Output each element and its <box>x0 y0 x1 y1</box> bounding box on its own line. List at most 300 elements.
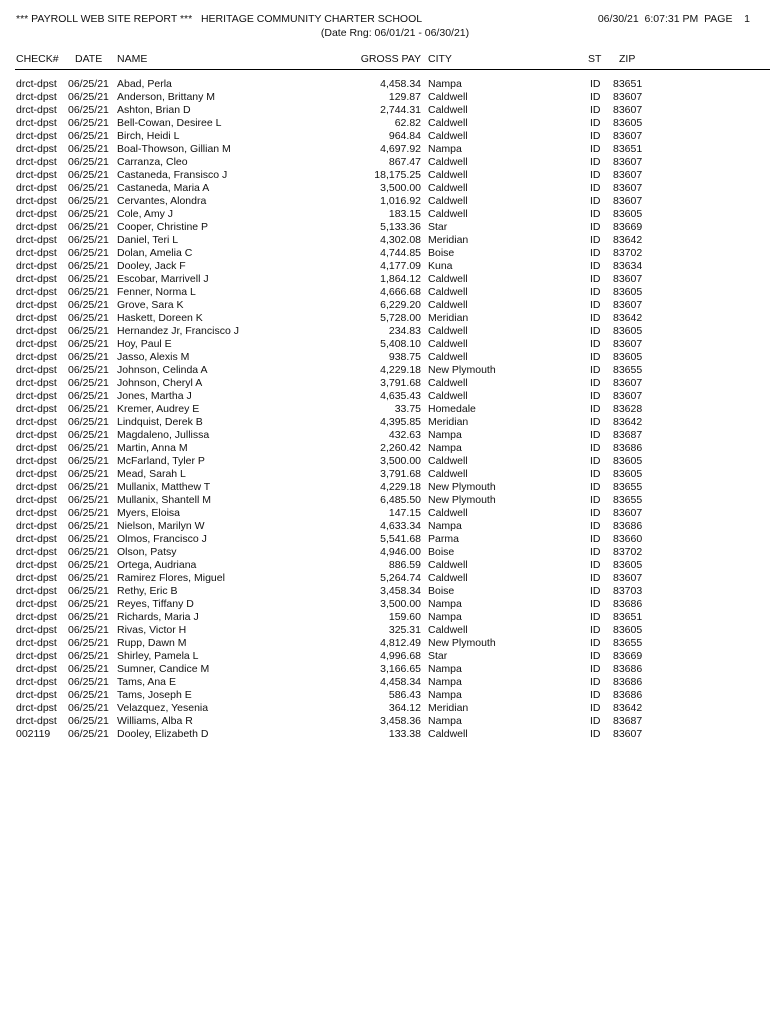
gross-pay-cell: 62.82 <box>394 117 421 129</box>
check-cell: drct-dpst <box>16 247 57 259</box>
state-cell: ID <box>590 559 601 571</box>
state-cell: ID <box>590 91 601 103</box>
gross-pay-cell: 4,229.18 <box>380 364 421 376</box>
state-cell: ID <box>590 416 601 428</box>
name-cell: Hernandez Jr, Francisco J <box>117 325 239 337</box>
date-cell: 06/25/21 <box>68 468 109 480</box>
table-row <box>0 585 770 598</box>
date-cell: 06/25/21 <box>68 533 109 545</box>
gross-pay-cell: 5,408.10 <box>380 338 421 350</box>
zip-cell: 83607 <box>613 338 643 350</box>
table-row <box>0 442 770 455</box>
city-cell: Meridian <box>428 416 469 428</box>
name-cell: Olson, Patsy <box>117 546 177 558</box>
check-cell: drct-dpst <box>16 299 57 311</box>
table-row <box>0 117 770 130</box>
gross-pay-cell: 159.60 <box>388 611 421 623</box>
table-row <box>0 663 770 676</box>
city-cell: Nampa <box>428 143 462 155</box>
state-cell: ID <box>590 104 601 116</box>
city-cell: Star <box>428 650 448 662</box>
name-cell: Fenner, Norma L <box>117 286 196 298</box>
check-cell: drct-dpst <box>16 702 57 714</box>
table-row <box>0 598 770 611</box>
column-header-gross-pay: GROSS PAY <box>360 53 421 65</box>
city-cell: Caldwell <box>428 351 468 363</box>
check-cell: drct-dpst <box>16 208 57 220</box>
check-cell: drct-dpst <box>16 442 57 454</box>
print-timestamp-page: 06/30/21 6:07:31 PM PAGE 1 <box>597 13 750 25</box>
table-row <box>0 637 770 650</box>
table-row <box>0 468 770 481</box>
state-cell: ID <box>590 715 601 727</box>
date-cell: 06/25/21 <box>68 572 109 584</box>
gross-pay-cell: 2,260.42 <box>380 442 421 454</box>
table-row <box>0 312 770 325</box>
state-cell: ID <box>590 403 601 415</box>
gross-pay-cell: 234.83 <box>388 325 421 337</box>
gross-pay-cell: 3,500.00 <box>380 455 421 467</box>
date-cell: 06/25/21 <box>68 130 109 142</box>
date-cell: 06/25/21 <box>68 494 109 506</box>
zip-cell: 83607 <box>613 273 643 285</box>
date-cell: 06/25/21 <box>68 689 109 701</box>
gross-pay-cell: 3,166.65 <box>380 663 421 675</box>
table-row <box>0 299 770 312</box>
zip-cell: 83702 <box>613 546 643 558</box>
gross-pay-cell: 867.47 <box>388 156 421 168</box>
zip-cell: 83605 <box>613 208 643 220</box>
city-cell: Caldwell <box>428 559 468 571</box>
state-cell: ID <box>590 611 601 623</box>
table-row <box>0 702 770 715</box>
table-row <box>0 221 770 234</box>
gross-pay-cell: 5,728.00 <box>380 312 421 324</box>
city-cell: Kuna <box>428 260 453 272</box>
table-row <box>0 234 770 247</box>
date-cell: 06/25/21 <box>68 104 109 116</box>
state-cell: ID <box>590 689 601 701</box>
gross-pay-cell: 2,744.31 <box>380 104 421 116</box>
city-cell: Boise <box>428 546 455 558</box>
check-cell: drct-dpst <box>16 156 57 168</box>
gross-pay-cell: 4,177.09 <box>380 260 421 272</box>
zip-cell: 83605 <box>613 559 643 571</box>
zip-cell: 83655 <box>613 481 643 493</box>
name-cell: Sumner, Candice M <box>117 663 210 675</box>
state-cell: ID <box>590 650 601 662</box>
name-cell: Richards, Maria J <box>117 611 199 623</box>
name-cell: Castaneda, Fransisco J <box>117 169 228 181</box>
date-cell: 06/25/21 <box>68 455 109 467</box>
name-cell: Velazquez, Yesenia <box>117 702 209 714</box>
gross-pay-cell: 4,395.85 <box>380 416 421 428</box>
zip-cell: 83642 <box>613 312 643 324</box>
gross-pay-cell: 3,500.00 <box>380 598 421 610</box>
gross-pay-cell: 4,697.92 <box>380 143 421 155</box>
check-cell: drct-dpst <box>16 611 57 623</box>
city-cell: Caldwell <box>428 182 468 194</box>
zip-cell: 83634 <box>613 260 643 272</box>
table-row <box>0 689 770 702</box>
zip-cell: 83703 <box>613 585 643 597</box>
header-divider <box>15 69 770 70</box>
gross-pay-cell: 4,458.34 <box>380 676 421 688</box>
state-cell: ID <box>590 494 601 506</box>
zip-cell: 83687 <box>613 429 643 441</box>
check-cell: drct-dpst <box>16 377 57 389</box>
table-row <box>0 572 770 585</box>
state-cell: ID <box>590 624 601 636</box>
date-cell: 06/25/21 <box>68 481 109 493</box>
table-row <box>0 624 770 637</box>
gross-pay-cell: 6,485.50 <box>380 494 421 506</box>
name-cell: Olmos, Francisco J <box>117 533 207 545</box>
table-row <box>0 377 770 390</box>
state-cell: ID <box>590 195 601 207</box>
state-cell: ID <box>590 676 601 688</box>
date-cell: 06/25/21 <box>68 676 109 688</box>
date-cell: 06/25/21 <box>68 611 109 623</box>
zip-cell: 83642 <box>613 416 643 428</box>
check-cell: drct-dpst <box>16 715 57 727</box>
city-cell: Nampa <box>428 611 462 623</box>
gross-pay-cell: 1,016.92 <box>380 195 421 207</box>
state-cell: ID <box>590 299 601 311</box>
date-cell: 06/25/21 <box>68 364 109 376</box>
city-cell: Caldwell <box>428 390 468 402</box>
check-cell: drct-dpst <box>16 455 57 467</box>
table-row <box>0 104 770 117</box>
name-cell: Grove, Sara K <box>117 299 184 311</box>
date-cell: 06/25/21 <box>68 208 109 220</box>
zip-cell: 83607 <box>613 91 643 103</box>
name-cell: Carranza, Cleo <box>117 156 188 168</box>
date-cell: 06/25/21 <box>68 299 109 311</box>
state-cell: ID <box>590 728 601 740</box>
name-cell: Mead, Sarah L <box>117 468 186 480</box>
zip-cell: 83686 <box>613 676 643 688</box>
date-cell: 06/25/21 <box>68 78 109 90</box>
date-cell: 06/25/21 <box>68 338 109 350</box>
check-cell: drct-dpst <box>16 364 57 376</box>
state-cell: ID <box>590 390 601 402</box>
check-cell: drct-dpst <box>16 689 57 701</box>
zip-cell: 83651 <box>613 78 643 90</box>
gross-pay-cell: 5,133.36 <box>380 221 421 233</box>
name-cell: Tams, Joseph E <box>117 689 192 701</box>
table-row <box>0 260 770 273</box>
gross-pay-cell: 964.84 <box>388 130 421 142</box>
check-cell: drct-dpst <box>16 286 57 298</box>
state-cell: ID <box>590 221 601 233</box>
city-cell: Caldwell <box>428 156 468 168</box>
check-cell: drct-dpst <box>16 403 57 415</box>
zip-cell: 83660 <box>613 533 643 545</box>
state-cell: ID <box>590 169 601 181</box>
table-row <box>0 247 770 260</box>
state-cell: ID <box>590 481 601 493</box>
city-cell: Nampa <box>428 442 462 454</box>
date-cell: 06/25/21 <box>68 598 109 610</box>
name-cell: Mullanix, Matthew T <box>117 481 211 493</box>
name-cell: Dooley, Jack F <box>117 260 186 272</box>
city-cell: New Plymouth <box>428 494 496 506</box>
city-cell: Caldwell <box>428 286 468 298</box>
zip-cell: 83607 <box>613 728 643 740</box>
city-cell: Caldwell <box>428 455 468 467</box>
state-cell: ID <box>590 78 601 90</box>
date-cell: 06/25/21 <box>68 728 109 740</box>
name-cell: Anderson, Brittany M <box>117 91 216 103</box>
name-cell: Jasso, Alexis M <box>117 351 190 363</box>
name-cell: Magdaleno, Jullissa <box>117 429 210 441</box>
city-cell: Meridian <box>428 234 469 246</box>
name-cell: Rupp, Dawn M <box>117 637 187 649</box>
zip-cell: 83655 <box>613 364 643 376</box>
column-header-state: ST <box>588 53 602 65</box>
state-cell: ID <box>590 663 601 675</box>
table-row <box>0 728 770 741</box>
city-cell: Nampa <box>428 663 462 675</box>
zip-cell: 83686 <box>613 689 643 701</box>
city-cell: Star <box>428 221 448 233</box>
date-cell: 06/25/21 <box>68 429 109 441</box>
name-cell: McFarland, Tyler P <box>117 455 205 467</box>
gross-pay-cell: 4,744.85 <box>380 247 421 259</box>
gross-pay-cell: 5,264.74 <box>380 572 421 584</box>
table-row <box>0 507 770 520</box>
date-cell: 06/25/21 <box>68 182 109 194</box>
table-row <box>0 182 770 195</box>
name-cell: Lindquist, Derek B <box>117 416 203 428</box>
city-cell: Nampa <box>428 598 462 610</box>
zip-cell: 83642 <box>613 234 643 246</box>
date-cell: 06/25/21 <box>68 286 109 298</box>
state-cell: ID <box>590 312 601 324</box>
gross-pay-cell: 3,791.68 <box>380 377 421 389</box>
gross-pay-cell: 18,175.25 <box>374 169 421 181</box>
state-cell: ID <box>590 364 601 376</box>
gross-pay-cell: 4,996.68 <box>380 650 421 662</box>
date-cell: 06/25/21 <box>68 195 109 207</box>
name-cell: Cervantes, Alondra <box>117 195 207 207</box>
state-cell: ID <box>590 377 601 389</box>
gross-pay-cell: 4,302.08 <box>380 234 421 246</box>
state-cell: ID <box>590 208 601 220</box>
state-cell: ID <box>590 234 601 246</box>
name-cell: Myers, Eloisa <box>117 507 181 519</box>
zip-cell: 83607 <box>613 195 643 207</box>
city-cell: Meridian <box>428 702 469 714</box>
state-cell: ID <box>590 546 601 558</box>
name-cell: Cooper, Christine P <box>117 221 209 233</box>
date-cell: 06/25/21 <box>68 624 109 636</box>
table-row <box>0 273 770 286</box>
state-cell: ID <box>590 429 601 441</box>
city-cell: Homedale <box>428 403 476 415</box>
gross-pay-cell: 886.59 <box>388 559 421 571</box>
city-cell: Caldwell <box>428 377 468 389</box>
name-cell: Johnson, Cheryl A <box>117 377 203 389</box>
city-cell: Caldwell <box>428 130 468 142</box>
state-cell: ID <box>590 351 601 363</box>
gross-pay-cell: 586.43 <box>388 689 421 701</box>
zip-cell: 83607 <box>613 507 643 519</box>
state-cell: ID <box>590 143 601 155</box>
name-cell: Nielson, Marilyn W <box>117 520 205 532</box>
date-cell: 06/25/21 <box>68 637 109 649</box>
city-cell: Nampa <box>428 676 462 688</box>
gross-pay-cell: 364.12 <box>388 702 421 714</box>
date-cell: 06/25/21 <box>68 143 109 155</box>
check-cell: drct-dpst <box>16 559 57 571</box>
name-cell: Johnson, Celinda A <box>117 364 208 376</box>
check-cell: drct-dpst <box>16 91 57 103</box>
name-cell: Dooley, Elizabeth D <box>117 728 209 740</box>
date-cell: 06/25/21 <box>68 585 109 597</box>
zip-cell: 83605 <box>613 624 643 636</box>
table-row <box>0 429 770 442</box>
table-row <box>0 676 770 689</box>
check-cell: drct-dpst <box>16 169 57 181</box>
payroll-table-body <box>0 78 770 741</box>
city-cell: Caldwell <box>428 91 468 103</box>
check-cell: drct-dpst <box>16 182 57 194</box>
city-cell: Parma <box>428 533 459 545</box>
check-cell: drct-dpst <box>16 416 57 428</box>
zip-cell: 83607 <box>613 377 643 389</box>
zip-cell: 83628 <box>613 403 643 415</box>
date-cell: 06/25/21 <box>68 416 109 428</box>
name-cell: Tams, Ana E <box>117 676 176 688</box>
state-cell: ID <box>590 286 601 298</box>
city-cell: Caldwell <box>428 507 468 519</box>
state-cell: ID <box>590 117 601 129</box>
city-cell: Caldwell <box>428 169 468 181</box>
table-row <box>0 403 770 416</box>
gross-pay-cell: 4,635.43 <box>380 390 421 402</box>
state-cell: ID <box>590 533 601 545</box>
check-cell: drct-dpst <box>16 520 57 532</box>
zip-cell: 83686 <box>613 663 643 675</box>
zip-cell: 83605 <box>613 117 643 129</box>
state-cell: ID <box>590 442 601 454</box>
check-cell: drct-dpst <box>16 494 57 506</box>
city-cell: Caldwell <box>428 325 468 337</box>
gross-pay-cell: 5,541.68 <box>380 533 421 545</box>
date-cell: 06/25/21 <box>68 546 109 558</box>
name-cell: Castaneda, Maria A <box>117 182 210 194</box>
city-cell: New Plymouth <box>428 364 496 376</box>
zip-cell: 83607 <box>613 390 643 402</box>
city-cell: Caldwell <box>428 208 468 220</box>
zip-cell: 83702 <box>613 247 643 259</box>
state-cell: ID <box>590 520 601 532</box>
table-row <box>0 390 770 403</box>
date-cell: 06/25/21 <box>68 312 109 324</box>
state-cell: ID <box>590 325 601 337</box>
city-cell: Caldwell <box>428 195 468 207</box>
name-cell: Mullanix, Shantell M <box>117 494 211 506</box>
date-cell: 06/25/21 <box>68 520 109 532</box>
table-row <box>0 533 770 546</box>
name-cell: Cole, Amy J <box>117 208 174 220</box>
city-cell: Boise <box>428 585 455 597</box>
city-cell: Meridian <box>428 312 469 324</box>
name-cell: Ortega, Audriana <box>117 559 197 571</box>
city-cell: Caldwell <box>428 572 468 584</box>
city-cell: Caldwell <box>428 338 468 350</box>
check-cell: 002119 <box>16 728 51 740</box>
zip-cell: 83651 <box>613 143 643 155</box>
state-cell: ID <box>590 598 601 610</box>
date-cell: 06/25/21 <box>68 559 109 571</box>
check-cell: drct-dpst <box>16 312 57 324</box>
check-cell: drct-dpst <box>16 195 57 207</box>
check-cell: drct-dpst <box>16 624 57 636</box>
table-row <box>0 156 770 169</box>
check-cell: drct-dpst <box>16 78 57 90</box>
table-row <box>0 546 770 559</box>
name-cell: Reyes, Tiffany D <box>117 598 194 610</box>
table-row <box>0 130 770 143</box>
check-cell: drct-dpst <box>16 325 57 337</box>
check-cell: drct-dpst <box>16 351 57 363</box>
table-row <box>0 715 770 728</box>
table-row <box>0 91 770 104</box>
check-cell: drct-dpst <box>16 104 57 116</box>
state-cell: ID <box>590 182 601 194</box>
gross-pay-cell: 4,229.18 <box>380 481 421 493</box>
zip-cell: 83669 <box>613 221 643 233</box>
table-row <box>0 520 770 533</box>
gross-pay-cell: 938.75 <box>388 351 421 363</box>
column-header-city: CITY <box>428 53 452 65</box>
check-cell: drct-dpst <box>16 234 57 246</box>
check-cell: drct-dpst <box>16 468 57 480</box>
date-cell: 06/25/21 <box>68 325 109 337</box>
date-range: (Date Rng: 06/01/21 - 06/30/21) <box>320 27 470 39</box>
check-cell: drct-dpst <box>16 676 57 688</box>
column-header-date: DATE <box>75 53 103 65</box>
zip-cell: 83605 <box>613 325 643 337</box>
check-cell: drct-dpst <box>16 585 57 597</box>
name-cell: Haskett, Doreen K <box>117 312 203 324</box>
check-cell: drct-dpst <box>16 481 57 493</box>
zip-cell: 83651 <box>613 611 643 623</box>
date-cell: 06/25/21 <box>68 260 109 272</box>
zip-cell: 83642 <box>613 702 643 714</box>
gross-pay-cell: 129.87 <box>388 91 421 103</box>
table-row <box>0 559 770 572</box>
state-cell: ID <box>590 702 601 714</box>
zip-cell: 83686 <box>613 520 643 532</box>
zip-cell: 83607 <box>613 182 643 194</box>
zip-cell: 83687 <box>613 715 643 727</box>
zip-cell: 83605 <box>613 351 643 363</box>
city-cell: Nampa <box>428 689 462 701</box>
check-cell: drct-dpst <box>16 572 57 584</box>
column-header-zip: ZIP <box>619 53 636 65</box>
check-cell: drct-dpst <box>16 533 57 545</box>
zip-cell: 83686 <box>613 442 643 454</box>
table-row <box>0 325 770 338</box>
date-cell: 06/25/21 <box>68 377 109 389</box>
table-row <box>0 208 770 221</box>
table-row <box>0 481 770 494</box>
gross-pay-cell: 183.15 <box>388 208 421 220</box>
